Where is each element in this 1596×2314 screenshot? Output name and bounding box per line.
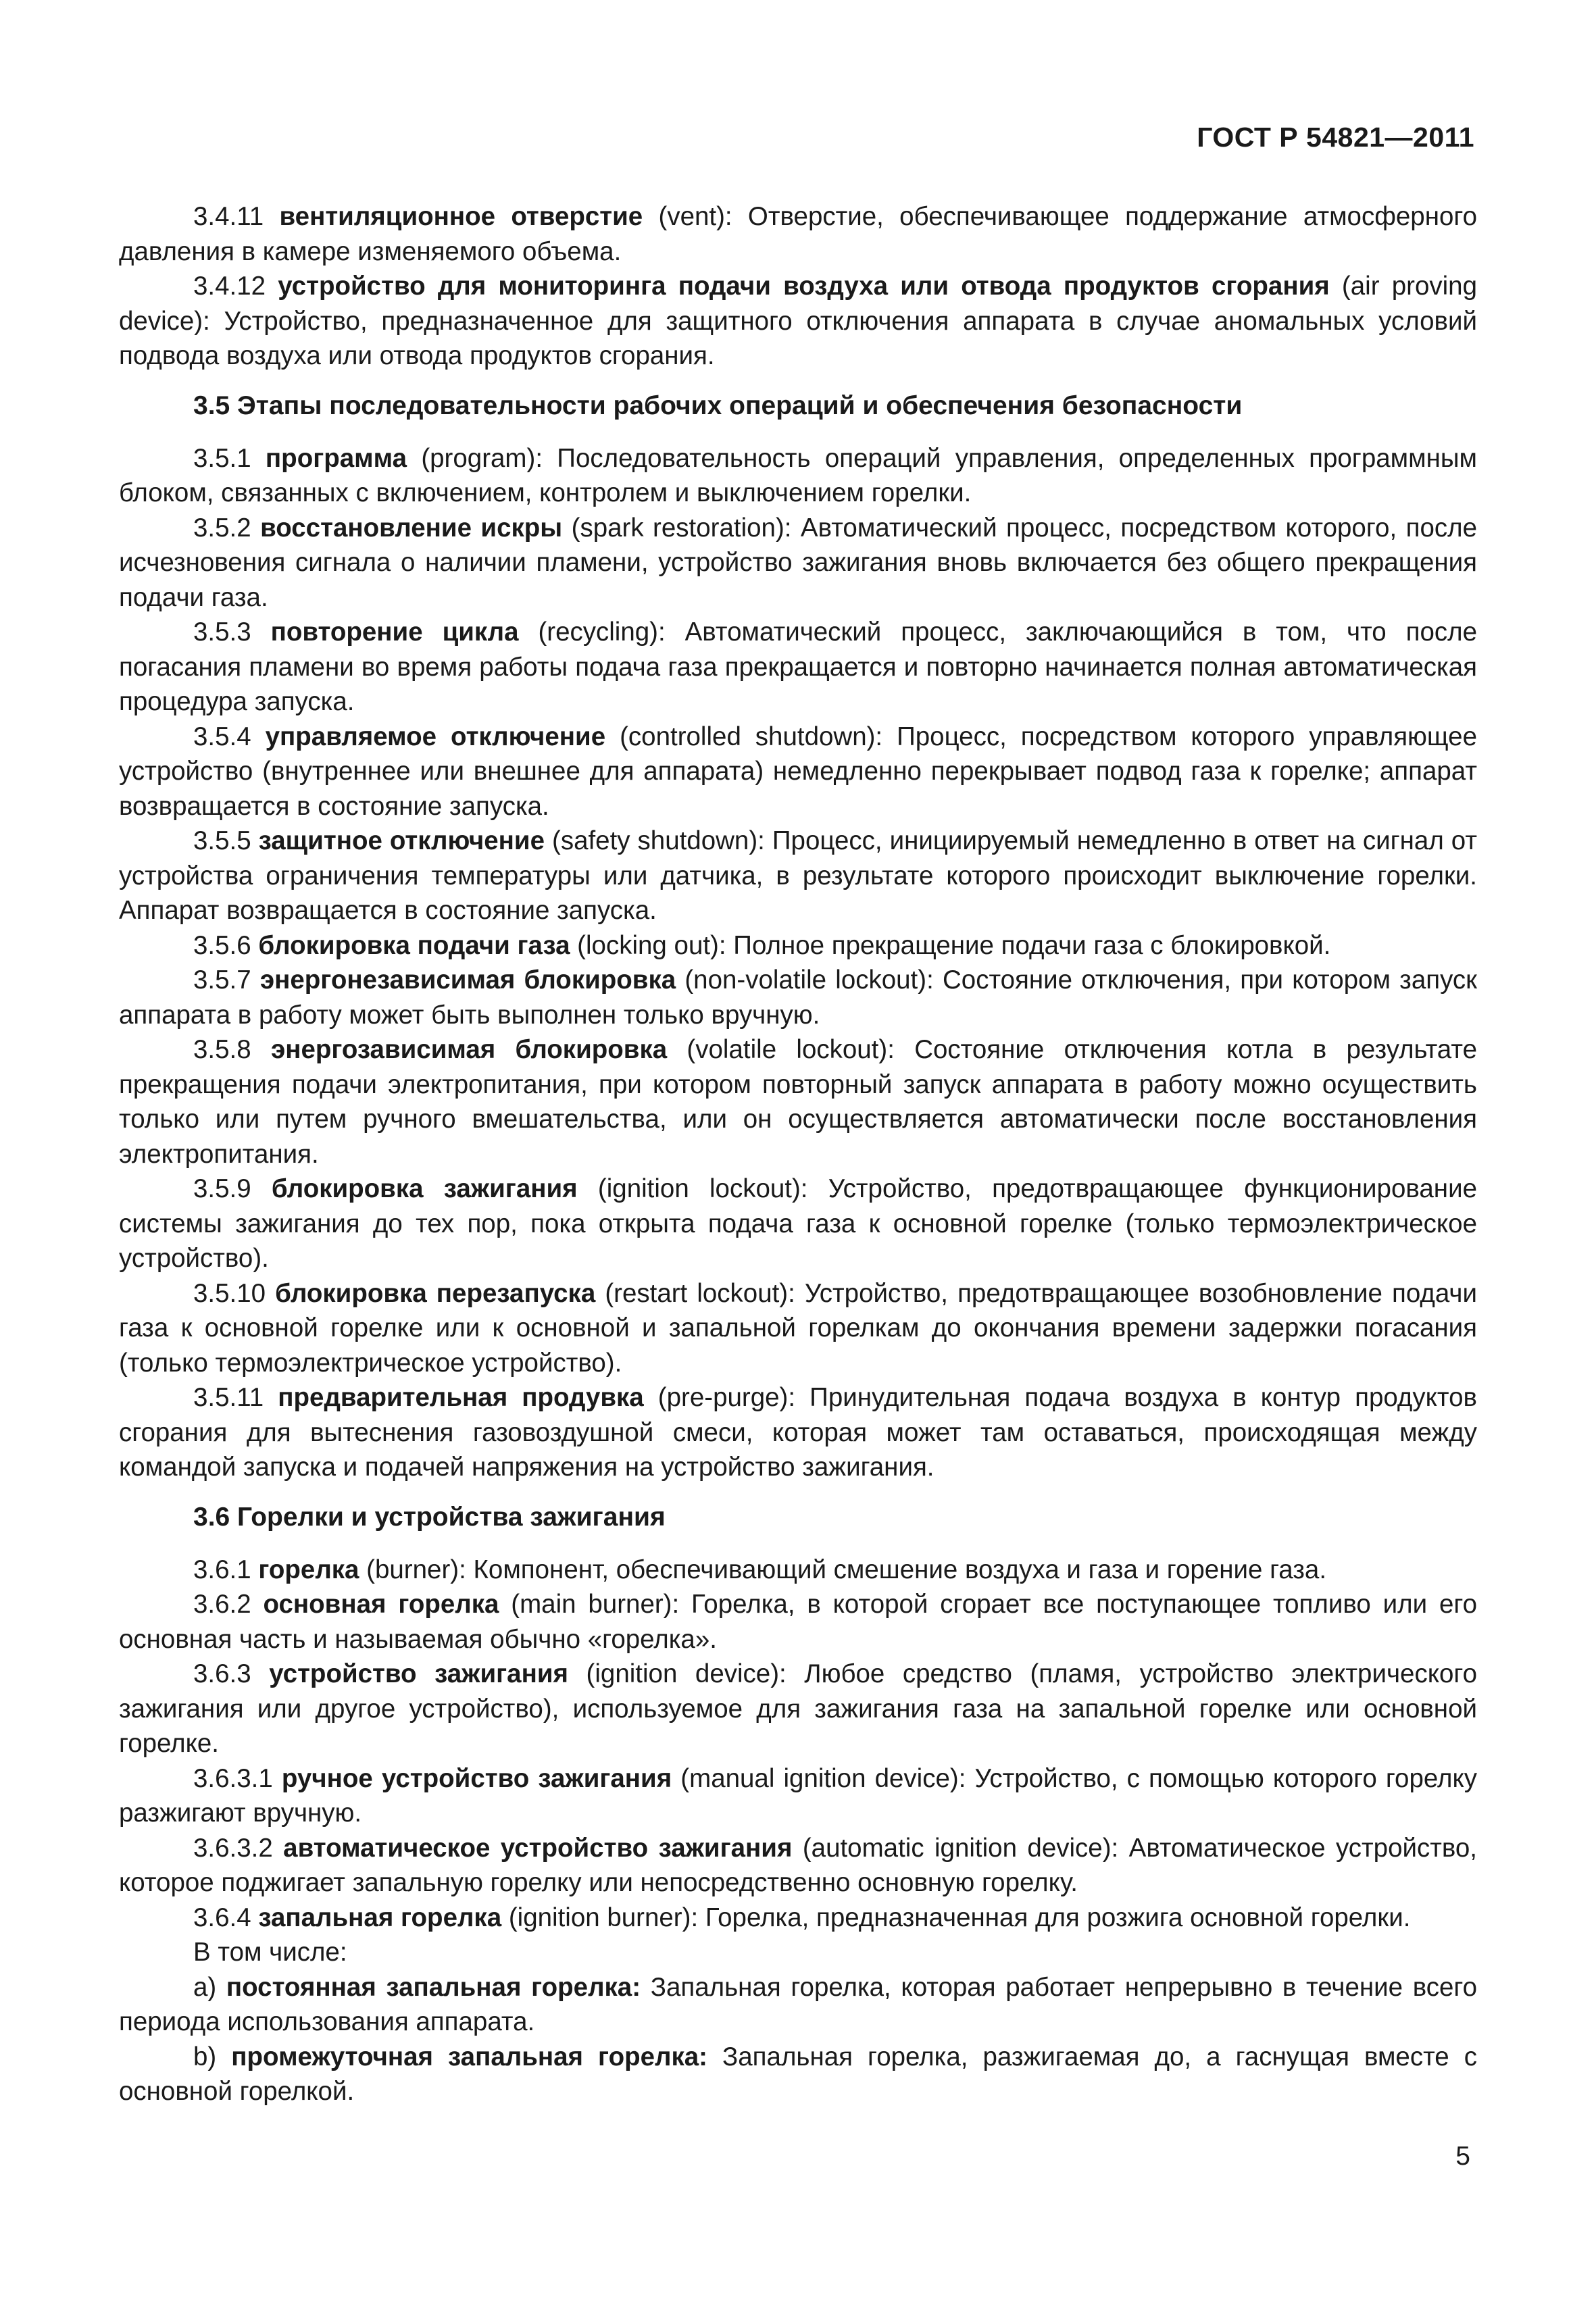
term: восстановление искры xyxy=(260,513,563,543)
term: программа xyxy=(265,443,407,473)
term: управляемое отключение xyxy=(265,722,606,751)
list-item xyxy=(119,1970,1477,2040)
term: защитное отключение xyxy=(258,826,545,855)
definition-paragraph xyxy=(119,1935,1477,1970)
term: блокировка зажигания xyxy=(271,1174,578,1203)
definition-paragraph xyxy=(119,824,1477,928)
definition-text: В том числе: xyxy=(193,1938,347,1967)
term: горелка xyxy=(258,1555,359,1584)
clause-number: 3.5.5 xyxy=(193,826,251,855)
definition-text: (automatic ignition device): Автоматическое устройство, которое поджигает запальную горелку или непосредственно основную горелку. xyxy=(119,1833,1478,1897)
clause-number: 3.5.3 xyxy=(193,618,251,647)
clause-number: 3.5.8 xyxy=(193,1035,251,1064)
term: энергозависимая блокировка xyxy=(270,1035,668,1064)
definition-text: (volatile lockout): Состояние отключения котла в результате прекращения подачи электропитания, при котором повторный запуск аппарата в работу можно осуществить только или путем ручного вмешательства, или он осуществляется автоматически после восстановления электропитания. xyxy=(119,1035,1477,1169)
clause-number: 3.6.3 xyxy=(193,1659,251,1688)
definition-text: (vent): Отверстие, обеспечивающее поддержание атмосферного давления в камере изменяемого объема. xyxy=(119,202,1478,266)
definition-paragraph xyxy=(119,269,1477,374)
definition-paragraph xyxy=(119,1901,1477,1936)
clause-number: 3.5.6 xyxy=(193,930,251,960)
document-body xyxy=(119,199,1477,2109)
definition-paragraph xyxy=(119,1831,1477,1901)
definition-text: (spark restoration): Автоматический процесс, посредством которого, после исчезновения сигнала о наличии пламени, устройство зажигания вновь включается без общего прекращения подачи газа. xyxy=(119,513,1477,612)
definition-paragraph xyxy=(119,441,1477,511)
definition-text: Запальная горелка, которая работает непрерывно в течение всего периода использования аппарата. xyxy=(119,1972,1477,2036)
section-heading: 3.5 Этапы последовательности рабочих операций и обеспечения безопасности xyxy=(193,391,1243,420)
definition-text: (ignition burner): Горелка, предназначенная для розжига основной горелки. xyxy=(501,1903,1411,1932)
list-marker: a) xyxy=(193,1972,217,2002)
term: ручное устройство зажигания xyxy=(281,1763,672,1793)
term: устройство зажигания xyxy=(269,1659,568,1688)
page-number: 5 xyxy=(1455,2142,1470,2171)
definition-paragraph xyxy=(119,199,1477,269)
definition-text: (controlled shutdown): Процесс, посредством которого управляющее устройство (внутреннее или внешнее для аппарата) немедленно перекрывает подвод газа к горелке; аппарат возвращается в состояние запуска. xyxy=(119,722,1477,821)
clause-number: 3.6.2 xyxy=(193,1590,251,1619)
definition-paragraph xyxy=(119,1276,1477,1381)
clause-number: 3.5.2 xyxy=(193,513,251,543)
definition-paragraph xyxy=(119,1657,1477,1761)
definition-paragraph xyxy=(119,1172,1477,1276)
definition-paragraph xyxy=(119,1032,1477,1172)
term: предварительная продувка xyxy=(278,1383,644,1412)
definition-paragraph xyxy=(119,720,1477,824)
definition-text: (restart lockout): Устройство, предотвращающее возобновление подачи газа к основной горелке или к основной и запальной горелкам до окончания времени задержки погасания (только термоэлектрическое устройство). xyxy=(119,1278,1477,1378)
term: основная горелка xyxy=(263,1590,499,1619)
definition-text: (safety shutdown): Процесс, инициируемый немедленно в ответ на сигнал от устройства ограничения температуры или датчика, в результате которого происходит выключение горелки. Аппарат возвращается в состояние запуска. xyxy=(119,826,1477,925)
list-marker: b) xyxy=(193,2042,217,2071)
clause-number: 3.5.10 xyxy=(193,1278,266,1308)
clause-number: 3.6.1 xyxy=(193,1555,251,1584)
definition-text: (manual ignition device): Устройство, с помощью которого горелку разжигают вручную. xyxy=(119,1763,1477,1828)
definition-paragraph xyxy=(119,1587,1477,1657)
definition-text: (recycling): Автоматический процесс, заключающийся в том, что после погасания пламени во время работы подача газа прекращается и повторно начинается полная автоматическая процедура запуска. xyxy=(119,618,1478,716)
clause-number: 3.6.3.2 xyxy=(193,1833,273,1863)
term: блокировка подачи газа xyxy=(258,930,570,960)
clause-number: 3.5.11 xyxy=(193,1383,264,1412)
definition-paragraph xyxy=(119,511,1477,615)
definition-text: (main burner): Горелка, в которой сгорает все поступающее топливо или его основная часть и называемая обычно «горелка». xyxy=(119,1590,1477,1654)
clause-number: 3.6.3.1 xyxy=(193,1763,273,1793)
clause-number: 3.4.12 xyxy=(193,272,266,301)
definition-paragraph xyxy=(119,928,1477,963)
term: автоматическое устройство зажигания xyxy=(283,1833,793,1863)
definition-text: Запальная горелка, разжигаемая до, а гаснущая вместе с основной горелкой. xyxy=(119,2042,1477,2106)
definition-text: (air proving device): Устройство, предназначенное для защитного отключения аппарата в случае аномальных условий подвода воздуха или отвода продуктов сгорания. xyxy=(119,272,1477,370)
clause-number: 3.5.9 xyxy=(193,1174,251,1203)
section-heading: 3.6 Горелки и устройства зажигания xyxy=(193,1502,666,1532)
definition-paragraph xyxy=(119,1553,1477,1588)
term: устройство для мониторинга подачи воздуха или отвода продуктов сгорания xyxy=(278,272,1330,301)
definition-text: (locking out): Полное прекращение подачи газа с блокировкой. xyxy=(570,930,1331,960)
clause-number: 3.5.1 xyxy=(193,443,251,473)
definition-text: (pre-purge): Принудительная подача воздуха в контур продуктов сгорания для вытеснения газовоздушной смеси, которая может там оставаться, происходящая между командой запуска и подачей напряжения на устройство зажигания. xyxy=(119,1383,1477,1482)
definition-text: (burner): Компонент, обеспечивающий смешение воздуха и газа и горение газа. xyxy=(359,1555,1327,1584)
clause-number: 3.6.4 xyxy=(193,1903,251,1932)
clause-number: 3.5.4 xyxy=(193,722,251,751)
definition-text: (program): Последовательность операций управления, определенных программным блоком, связанных с включением, контролем и выключением горелки. xyxy=(119,443,1477,507)
clause-number: 3.5.7 xyxy=(193,965,251,995)
term: запальная горелка xyxy=(258,1903,502,1932)
definition-paragraph xyxy=(119,1380,1477,1485)
term: вентиляционное отверстие xyxy=(279,202,643,231)
term: постоянная запальная горелка: xyxy=(226,1972,641,2002)
document-header: ГОСТ Р 54821—2011 xyxy=(1197,122,1474,153)
definition-text: (ignition device): Любое средство (пламя, устройство электрического зажигания или другое устройство), используемое для зажигания газа на запальной горелке или основной горелке. xyxy=(119,1659,1477,1758)
term: промежуточная запальная горелка: xyxy=(231,2042,707,2071)
definition-text: (ignition lockout): Устройство, предотвращающее функционирование системы зажигания до тех пор, пока открыта подача газа к основной горелке (только термоэлектрическое устройство). xyxy=(119,1174,1477,1273)
term: повторение цикла xyxy=(270,618,519,647)
term: блокировка перезапуска xyxy=(275,1278,596,1308)
definition-text: (non-volatile lockout): Состояние отключения, при котором запуск аппарата в работу может быть выполнен только вручную. xyxy=(119,965,1477,1030)
clause-number: 3.4.11 xyxy=(193,202,264,231)
term: энергонезависимая блокировка xyxy=(259,965,676,995)
list-item xyxy=(119,2040,1477,2109)
definition-paragraph xyxy=(119,963,1477,1032)
definition-paragraph xyxy=(119,1761,1477,1831)
definition-paragraph xyxy=(119,615,1477,720)
